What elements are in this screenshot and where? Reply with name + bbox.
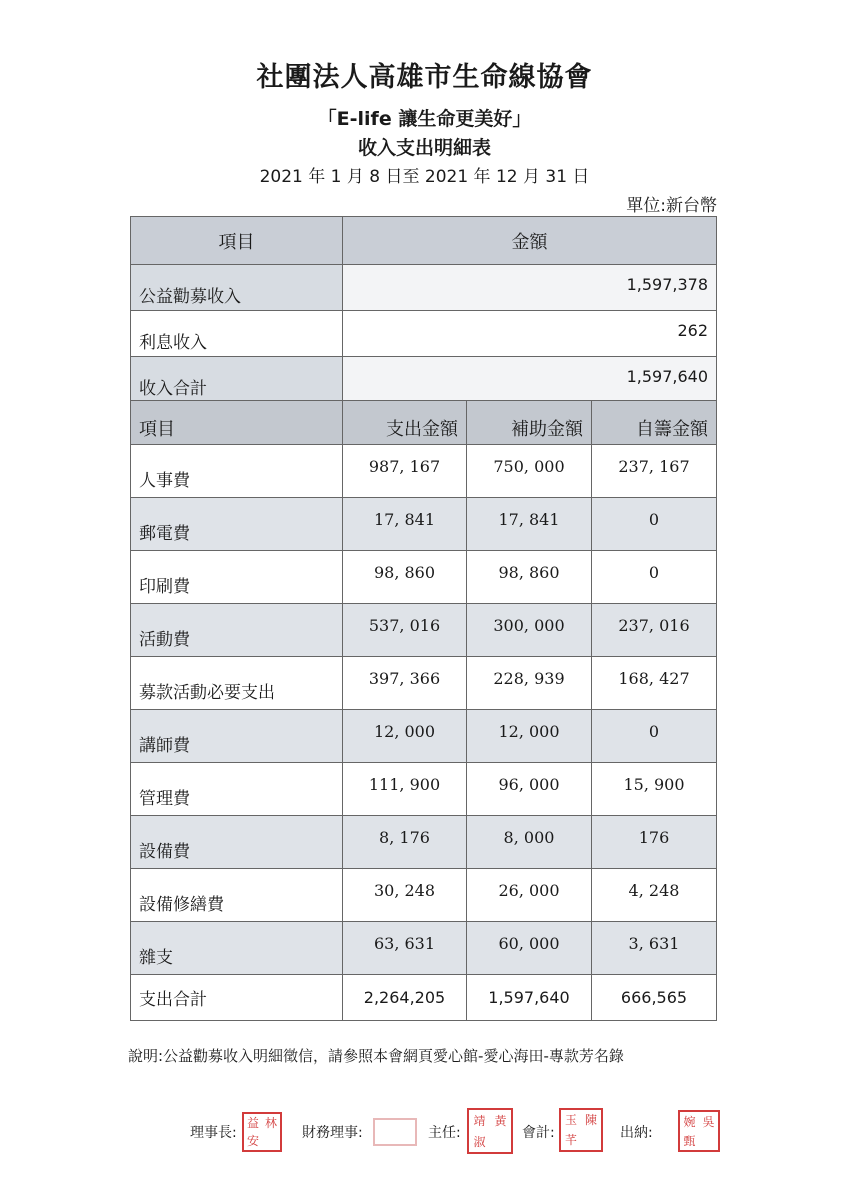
expense-subsidy: 26, 000 [467,869,592,922]
expense-label: 設備修繕費 [131,869,343,922]
expense-row [131,816,717,869]
expense-row [131,922,717,975]
income-row [131,265,717,311]
report-period: 2021 年 1 月 8 日至 2021 年 12 月 31 日 [259,167,590,187]
expense-subsidy: 60, 000 [467,922,592,975]
expense-row [131,551,717,604]
cashier-label: 出納: [620,1125,653,1141]
expense-subsidy: 750, 000 [467,445,592,498]
income-col-item: 項目 [131,217,343,265]
expense-label: 活動費 [131,604,343,657]
expense-spend: 537, 016 [343,604,467,657]
expense-spend: 30, 248 [343,869,467,922]
income-row [131,311,717,357]
director-label: 主任: [428,1125,461,1141]
expense-total-subsidy: 1,597,640 [467,975,592,1021]
expense-row [131,657,717,710]
expense-self: 3, 631 [592,922,717,975]
finance-seal [373,1118,417,1146]
income-label: 收入合計 [131,357,343,403]
expense-spend: 12, 000 [343,710,467,763]
expense-table [130,400,717,1021]
expense-self: 4, 248 [592,869,717,922]
expense-subsidy: 98, 860 [467,551,592,604]
expense-row [131,763,717,816]
expense-subsidy: 96, 000 [467,763,592,816]
currency-unit: 單位:新台幣 [626,196,717,216]
expense-row [131,869,717,922]
accountant-seal: 玉 陳 芊 [559,1108,603,1152]
expense-total-self: 666,565 [592,975,717,1021]
expense-total-spend: 2,264,205 [343,975,467,1021]
expense-label: 管理費 [131,763,343,816]
income-table [130,216,717,403]
expense-col-spend: 支出金額 [343,401,467,445]
expense-spend: 397, 366 [343,657,467,710]
signature-block [190,1108,730,1154]
expense-self: 237, 167 [592,445,717,498]
income-header-row [131,217,717,265]
expense-self: 0 [592,710,717,763]
income-amount: 1,597,640 [343,357,717,403]
slogan: 「E-life 讓生命更美好」 [317,108,532,130]
expense-subsidy: 17, 841 [467,498,592,551]
director-seal: 靖 黃 淑 [467,1108,513,1154]
expense-self: 237, 016 [592,604,717,657]
income-label: 利息收入 [131,311,343,357]
document-title: 收入支出明細表 [357,137,491,159]
expense-col-self: 自籌金額 [592,401,717,445]
expense-label: 雜支 [131,922,343,975]
footnote: 說明:公益勸募收入明細徵信，請參照本會網頁愛心館-愛心海田-專款芳名錄 [128,1047,624,1065]
expense-label: 郵電費 [131,498,343,551]
cashier-seal: 婉 吳 甄 [678,1110,720,1152]
expense-label: 印刷費 [131,551,343,604]
expense-col-item: 項目 [131,401,343,445]
accountant-label: 會計: [522,1125,555,1141]
expense-row [131,445,717,498]
income-amount: 262 [343,311,717,357]
org-title: 社團法人高雄市生命線協會 [256,62,593,93]
expense-col-subsidy: 補助金額 [467,401,592,445]
expense-self: 0 [592,498,717,551]
expense-spend: 63, 631 [343,922,467,975]
expense-self: 15, 900 [592,763,717,816]
expense-subsidy: 228, 939 [467,657,592,710]
income-total-row [131,357,717,403]
income-amount: 1,597,378 [343,265,717,311]
chairman-seal: 益 林 安 [242,1112,282,1152]
expense-spend: 98, 860 [343,551,467,604]
expense-self: 0 [592,551,717,604]
expense-subsidy: 12, 000 [467,710,592,763]
expense-subsidy: 8, 000 [467,816,592,869]
expense-spend: 17, 841 [343,498,467,551]
expense-spend: 8, 176 [343,816,467,869]
expense-header-row [131,401,717,445]
expense-label: 設備費 [131,816,343,869]
expense-row [131,604,717,657]
expense-self: 176 [592,816,717,869]
chairman-label: 理事長: [190,1125,237,1141]
expense-subsidy: 300, 000 [467,604,592,657]
expense-total-label: 支出合計 [131,975,343,1021]
expense-spend: 987, 167 [343,445,467,498]
expense-self: 168, 427 [592,657,717,710]
expense-label: 人事費 [131,445,343,498]
expense-total-row [131,975,717,1021]
expense-row [131,498,717,551]
finance-label: 財務理事: [302,1125,363,1141]
expense-label: 講師費 [131,710,343,763]
income-col-amount: 金額 [343,217,717,265]
income-label: 公益勸募收入 [131,265,343,311]
expense-label: 募款活動必要支出 [131,657,343,710]
expense-spend: 111, 900 [343,763,467,816]
expense-row [131,710,717,763]
